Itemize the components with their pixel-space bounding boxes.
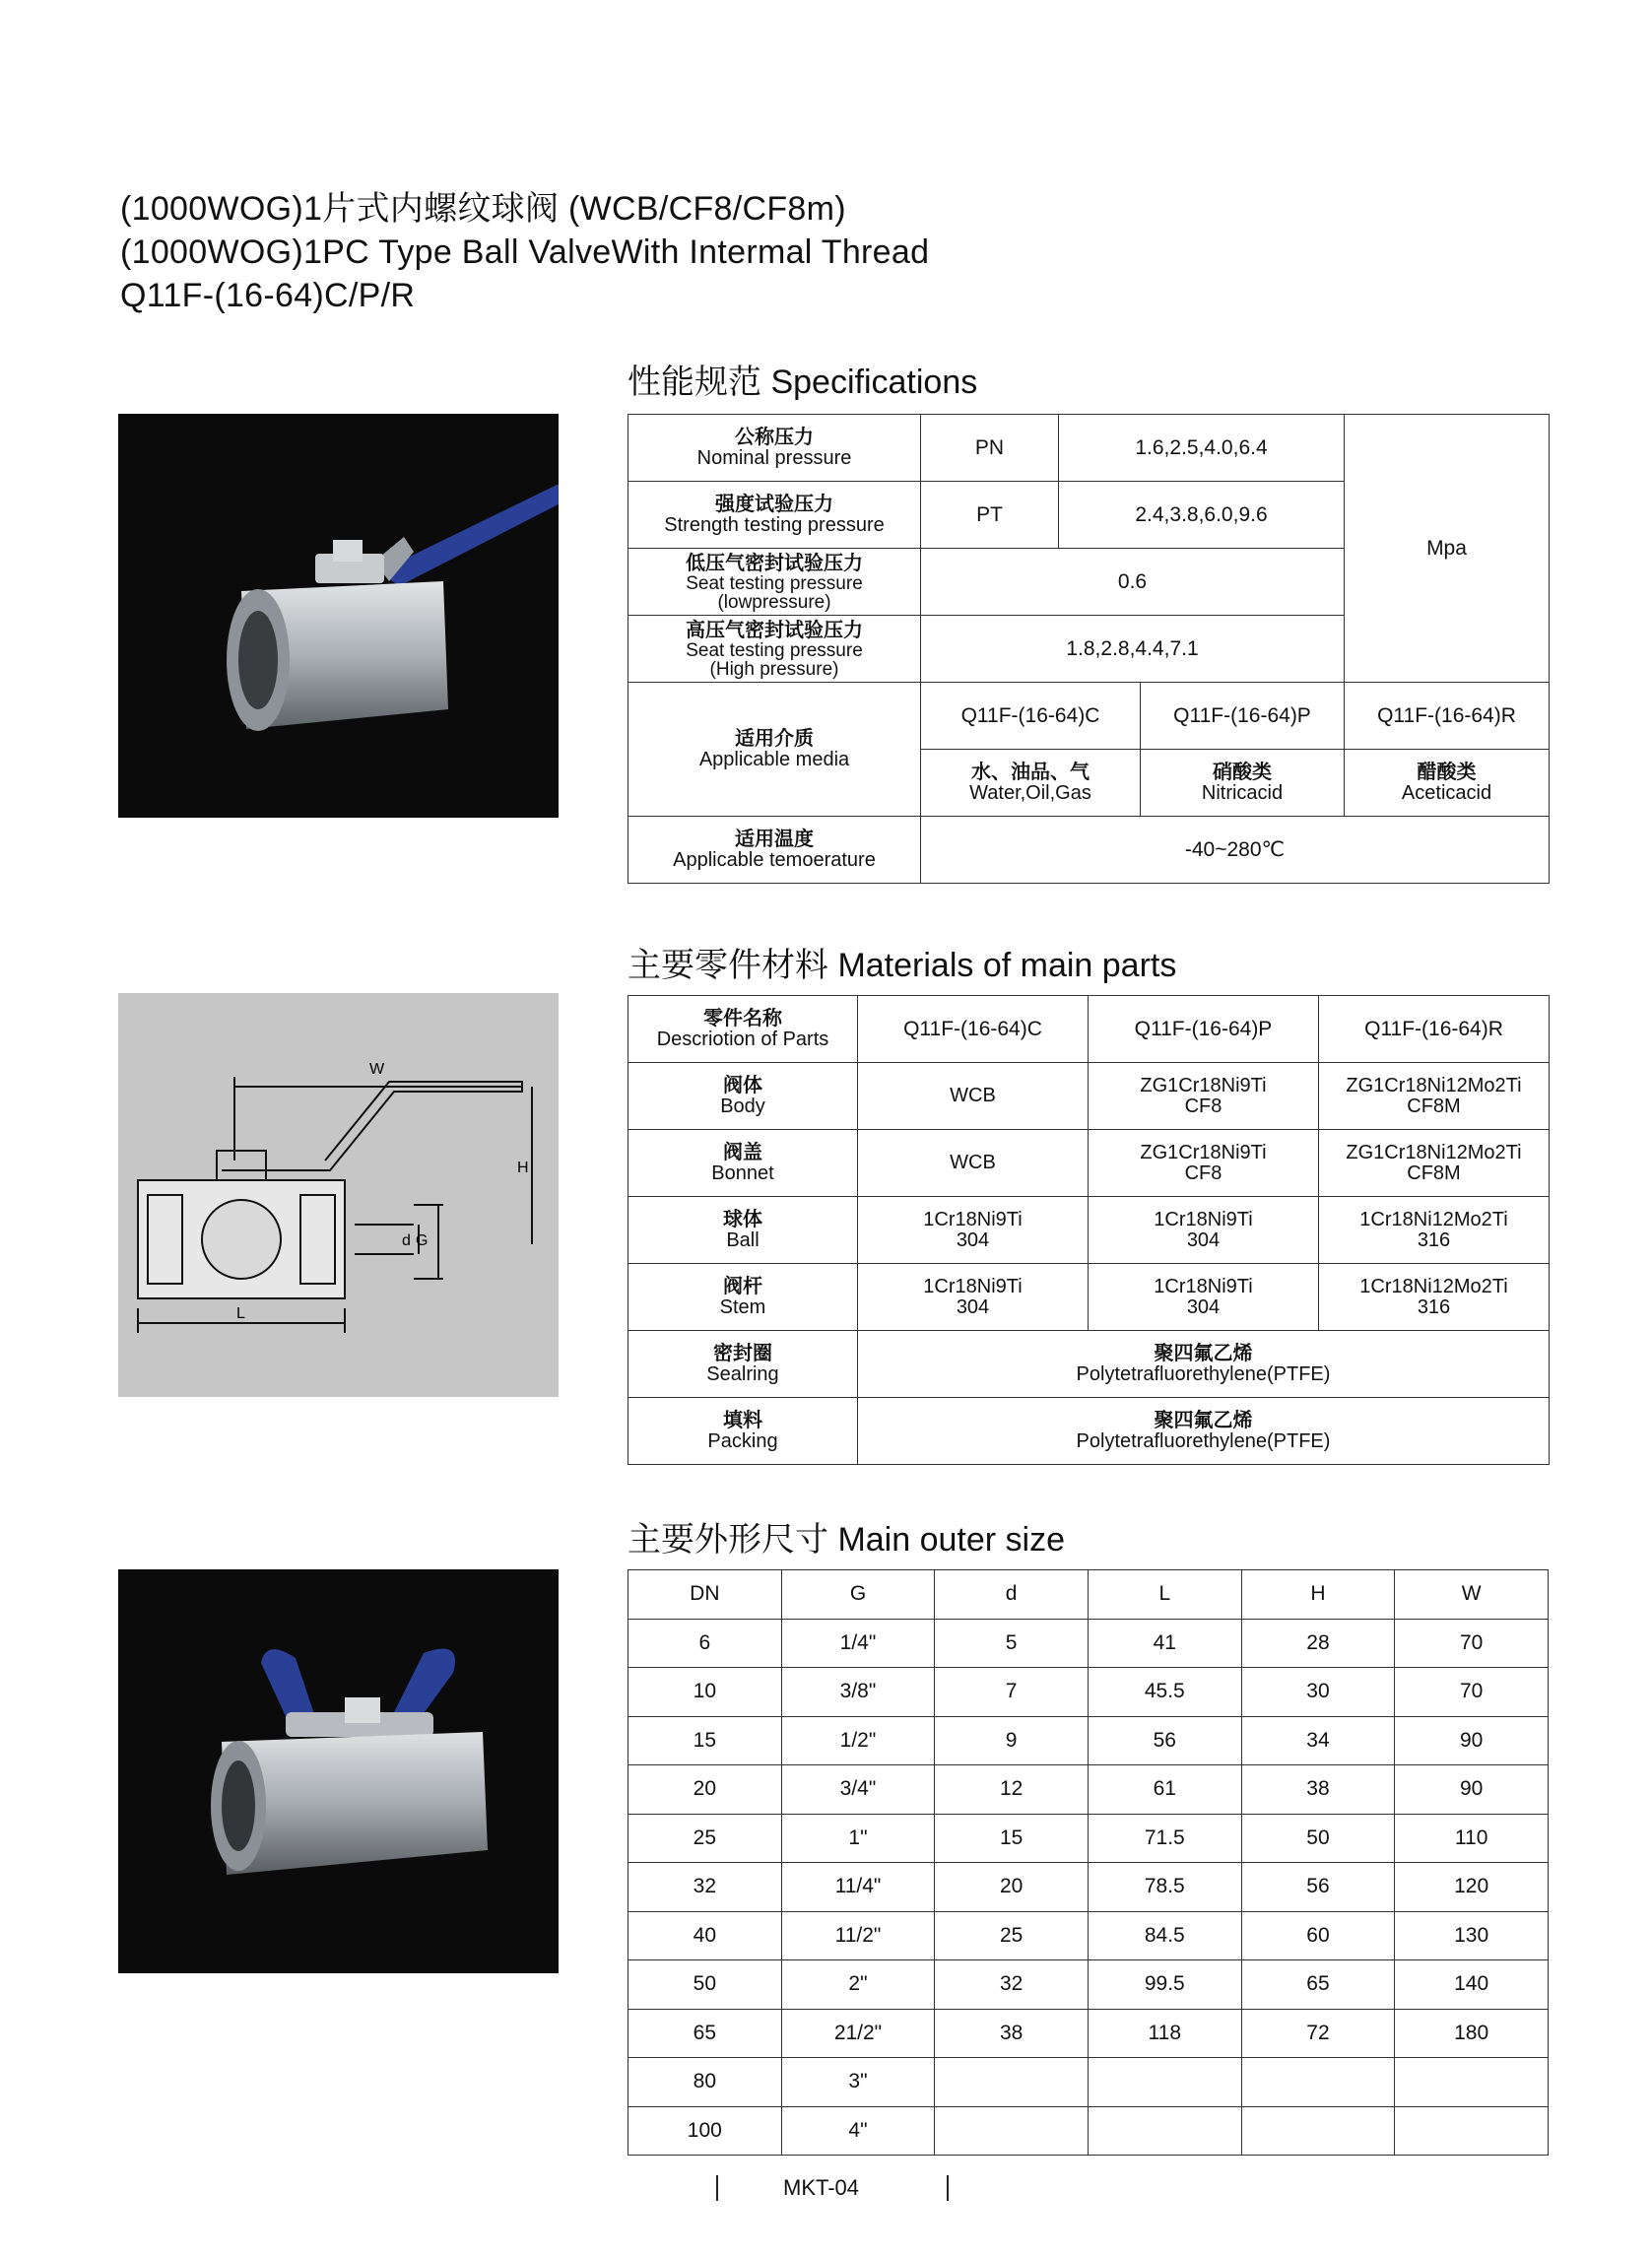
material-code: 304 — [1186, 1295, 1221, 1318]
dims-cell-d: 25 — [935, 1911, 1089, 1960]
dims-cell-l: 99.5 — [1088, 1960, 1241, 2010]
dims-cell-l — [1088, 2058, 1241, 2107]
dims-cell-g: 1/2" — [781, 1716, 935, 1765]
dims-col-header: d — [935, 1570, 1089, 1620]
nominal-zh: 公称压力 — [735, 427, 814, 448]
table-row — [628, 1911, 1549, 1960]
part-name-en: Sealring — [706, 1363, 779, 1385]
dims-cell-h: 60 — [1241, 1911, 1395, 1960]
mat-row-stem — [628, 1264, 1550, 1331]
dims-cell-w: 110 — [1395, 1814, 1549, 1863]
table-row — [628, 2058, 1549, 2107]
dims-cell-l: 56 — [1088, 1716, 1241, 1765]
footer-divider-right — [947, 2175, 949, 2201]
nominal-value: 1.6,2.5,4.0,6.4 — [1059, 415, 1345, 482]
mat-row-body — [628, 1063, 1550, 1130]
dims-cell-h — [1241, 2106, 1395, 2156]
part-name-zh: 阀杆 — [723, 1276, 762, 1297]
dims-cell-g: 4" — [781, 2106, 935, 2156]
dims-cell-l: 61 — [1088, 1765, 1241, 1815]
dims-cell-dn: 6 — [628, 1619, 782, 1668]
material-value-en: Polytetrafluorethylene(PTFE) — [1076, 1363, 1331, 1385]
material-code: CF8 — [1184, 1162, 1222, 1184]
dims-cell-d: 7 — [935, 1668, 1089, 1717]
dims-col-header: G — [781, 1570, 935, 1620]
dims-cell-l: 45.5 — [1088, 1668, 1241, 1717]
dims-cell-dn: 40 — [628, 1911, 782, 1960]
mat-row-bonnet — [628, 1130, 1550, 1197]
dims-cell-w: 90 — [1395, 1765, 1549, 1815]
dims-cell-d: 5 — [935, 1619, 1089, 1668]
part-name-en: Ball — [726, 1229, 760, 1251]
dims-cell-w: 120 — [1395, 1863, 1549, 1912]
material-value: ZG1Cr18Ni12Mo2Ti — [1346, 1074, 1522, 1096]
media-model-p: Q11F-(16-64)P — [1141, 683, 1345, 750]
mat-row-packing — [628, 1398, 1550, 1465]
dims-cell-h: 30 — [1241, 1668, 1395, 1717]
dims-cell-l — [1088, 2106, 1241, 2156]
material-code: 304 — [1186, 1228, 1221, 1251]
material-value: WCB — [950, 1085, 996, 1106]
mat-header-en: Descriotion of Parts — [656, 1029, 829, 1050]
table-row — [628, 1863, 1549, 1912]
footer-divider-left — [716, 2175, 718, 2201]
dims-header-row — [628, 1570, 1549, 1620]
dims-cell-d: 12 — [935, 1765, 1089, 1815]
material-code: 304 — [956, 1228, 990, 1251]
mat-col-p: Q11F-(16-64)P — [1089, 996, 1319, 1063]
temp-value: -40~280℃ — [921, 817, 1550, 884]
mat-col-r: Q11F-(16-64)R — [1319, 996, 1550, 1063]
table-row — [628, 1668, 1549, 1717]
part-name-en: Packing — [707, 1430, 778, 1452]
part-name-zh: 阀盖 — [723, 1142, 762, 1163]
media-zh: 适用介质 — [735, 728, 814, 750]
material-value: 1Cr18Ni9Ti — [923, 1208, 1023, 1230]
material-value: 1Cr18Ni9Ti — [923, 1275, 1023, 1297]
footer-code: MKT-04 — [783, 2175, 860, 2200]
table-row — [628, 2106, 1549, 2156]
dims-cell-g: 3" — [781, 2058, 935, 2107]
dims-cell-dn: 100 — [628, 2106, 782, 2156]
dims-cell-h: 34 — [1241, 1716, 1395, 1765]
dims-cell-g: 21/2" — [781, 2009, 935, 2058]
dims-cell-l: 78.5 — [1088, 1863, 1241, 1912]
material-value: 1Cr18Ni12Mo2Ti — [1359, 1275, 1508, 1297]
nominal-code: PN — [921, 415, 1059, 482]
dims-cell-dn: 50 — [628, 1960, 782, 2010]
dims-cell-h: 50 — [1241, 1814, 1395, 1863]
spec-heading: 性能规范 Specifications — [628, 364, 978, 401]
material-value: 1Cr18Ni9Ti — [1154, 1208, 1253, 1230]
material-value: 1Cr18Ni9Ti — [1154, 1275, 1253, 1297]
seat-low-value: 0.6 — [921, 549, 1345, 616]
dims-cell-g: 11/4" — [781, 1863, 935, 1912]
material-value-zh: 聚四氟乙烯 — [1154, 1410, 1253, 1431]
dims-col-header: W — [1395, 1570, 1549, 1620]
dims-cell-d: 32 — [935, 1960, 1089, 2010]
dims-cell-g: 3/8" — [781, 1668, 935, 1717]
dims-cell-dn: 15 — [628, 1716, 782, 1765]
part-name-en: Bonnet — [711, 1162, 774, 1184]
dims-cell-g: 1" — [781, 1814, 935, 1863]
media-model-c: Q11F-(16-64)C — [921, 683, 1141, 750]
lever-ball-valve-photo — [118, 414, 559, 818]
valve-dimension-drawing — [118, 993, 559, 1397]
dims-cell-w — [1395, 2058, 1549, 2107]
dimensions-table — [628, 1569, 1549, 2156]
material-code: 316 — [1417, 1295, 1451, 1318]
seat-high-en1: Seat testing pressure — [686, 639, 863, 661]
temp-zh: 适用温度 — [735, 829, 814, 850]
label-l: L — [236, 1305, 245, 1322]
dims-cell-l: 41 — [1088, 1619, 1241, 1668]
table-row — [628, 2009, 1549, 2058]
media-item-c-en: Water,Oil,Gas — [969, 782, 1091, 804]
dims-cell-h: 38 — [1241, 1765, 1395, 1815]
dims-cell-l: 71.5 — [1088, 1814, 1241, 1863]
dims-cell-d: 20 — [935, 1863, 1089, 1912]
seat-high-en2: (High pressure) — [709, 658, 839, 680]
label-d: d — [402, 1232, 411, 1249]
dims-cell-g: 1/4" — [781, 1619, 935, 1668]
seat-high-zh: 高压气密封试验压力 — [686, 619, 863, 641]
part-name-en: Body — [720, 1095, 765, 1117]
table-row — [628, 1619, 1549, 1668]
dims-body — [628, 1619, 1549, 2156]
dims-cell-h: 72 — [1241, 2009, 1395, 2058]
strength-en: Strength testing pressure — [664, 514, 885, 536]
media-en: Applicable media — [698, 749, 850, 770]
dims-cell-l: 118 — [1088, 2009, 1241, 2058]
mat-col-c: Q11F-(16-64)C — [858, 996, 1089, 1063]
dims-cell-dn: 80 — [628, 2058, 782, 2107]
dims-cell-h: 28 — [1241, 1619, 1395, 1668]
mat-header-zh: 零件名称 — [703, 1008, 782, 1029]
spec-row-temp — [628, 817, 1550, 884]
material-value: ZG1Cr18Ni9Ti — [1140, 1141, 1267, 1163]
seat-low-en2: (lowpressure) — [717, 591, 831, 613]
strength-code: PT — [921, 482, 1059, 549]
strength-value: 2.4,3.8,6.0,9.6 — [1059, 482, 1345, 549]
nominal-en: Nominal pressure — [696, 447, 852, 469]
dims-col-header: DN — [628, 1570, 782, 1620]
label-w: W — [369, 1061, 385, 1078]
dims-cell-d — [935, 2106, 1089, 2156]
seat-low-en1: Seat testing pressure — [686, 572, 863, 594]
materials-heading: 主要零件材料 Materials of main parts — [628, 947, 1177, 984]
title-line-2: (1000WOG)1PC Type Ball ValveWith Intermal Thread — [120, 233, 930, 271]
material-value: 1Cr18Ni12Mo2Ti — [1359, 1208, 1508, 1230]
label-g: G — [416, 1232, 429, 1249]
table-row — [628, 1814, 1549, 1863]
dims-col-header: H — [1241, 1570, 1395, 1620]
title-block — [120, 187, 929, 317]
material-value-en: Polytetrafluorethylene(PTFE) — [1076, 1430, 1331, 1452]
media-item-p-en: Nitricacid — [1201, 782, 1284, 804]
butterfly-handle-valve-photo — [118, 1569, 559, 1973]
spec-row-media-models — [628, 683, 1550, 750]
table-row — [628, 1765, 1549, 1815]
dims-cell-dn: 65 — [628, 2009, 782, 2058]
material-code: 304 — [956, 1295, 990, 1318]
media-model-r: Q11F-(16-64)R — [1345, 683, 1550, 750]
seat-low-zh: 低压气密封试验压力 — [686, 552, 863, 574]
dims-cell-h: 65 — [1241, 1960, 1395, 2010]
material-code: CF8M — [1407, 1095, 1461, 1117]
table-row — [628, 1716, 1549, 1765]
dims-cell-d: 38 — [935, 2009, 1089, 2058]
dims-cell-w: 180 — [1395, 2009, 1549, 2058]
dims-cell-g: 3/4" — [781, 1765, 935, 1815]
spec-row-nominal — [628, 415, 1550, 482]
title-line-1: (1000WOG)1片式内螺纹球阀 (WCB/CF8/CF8m) — [120, 190, 846, 228]
dims-cell-w: 140 — [1395, 1960, 1549, 2010]
material-code: CF8 — [1184, 1095, 1222, 1117]
mat-row-ball — [628, 1197, 1550, 1264]
materials-table — [628, 995, 1550, 1465]
media-item-r-zh: 醋酸类 — [1417, 762, 1477, 783]
part-name-en: Stem — [719, 1296, 766, 1318]
seat-high-value: 1.8,2.8,4.4,7.1 — [921, 616, 1345, 683]
dims-cell-g: 11/2" — [781, 1911, 935, 1960]
unit-cell: Mpa — [1345, 415, 1550, 683]
table-row — [628, 1960, 1549, 2010]
dims-cell-h: 56 — [1241, 1863, 1395, 1912]
dims-cell-dn: 32 — [628, 1863, 782, 1912]
strength-zh: 强度试验压力 — [715, 494, 833, 515]
dims-cell-dn: 25 — [628, 1814, 782, 1863]
label-h: H — [517, 1160, 529, 1176]
dims-cell-d: 9 — [935, 1716, 1089, 1765]
specifications-table — [628, 414, 1550, 884]
material-value-zh: 聚四氟乙烯 — [1154, 1343, 1253, 1364]
dims-cell-w: 90 — [1395, 1716, 1549, 1765]
dims-cell-h — [1241, 2058, 1395, 2107]
part-name-zh: 阀体 — [723, 1075, 762, 1096]
dims-cell-w: 130 — [1395, 1911, 1549, 1960]
dims-cell-w: 70 — [1395, 1668, 1549, 1717]
material-value: ZG1Cr18Ni9Ti — [1140, 1074, 1267, 1096]
dims-cell-w — [1395, 2106, 1549, 2156]
media-item-p-zh: 硝酸类 — [1213, 762, 1272, 783]
mat-header-row — [628, 996, 1550, 1063]
dims-cell-l: 84.5 — [1088, 1911, 1241, 1960]
part-name-zh: 密封圈 — [713, 1343, 772, 1364]
temp-en: Applicable temoerature — [673, 849, 876, 871]
material-value: ZG1Cr18Ni12Mo2Ti — [1346, 1141, 1522, 1163]
media-item-r-en: Aceticacid — [1401, 782, 1492, 804]
part-name-zh: 填料 — [723, 1410, 762, 1431]
material-code: 316 — [1417, 1228, 1451, 1251]
dims-cell-w: 70 — [1395, 1619, 1549, 1668]
dims-cell-g: 2" — [781, 1960, 935, 2010]
dims-heading: 主要外形尺寸 Main outer size — [628, 1521, 1065, 1559]
dims-col-header: L — [1088, 1570, 1241, 1620]
part-name-zh: 球体 — [723, 1209, 762, 1230]
dims-cell-d: 15 — [935, 1814, 1089, 1863]
dims-cell-dn: 10 — [628, 1668, 782, 1717]
dims-cell-d — [935, 2058, 1089, 2107]
material-code: CF8M — [1407, 1162, 1461, 1184]
media-item-c-zh: 水、油品、气 — [971, 762, 1090, 783]
mat-row-sealing — [628, 1331, 1550, 1398]
title-line-3: Q11F-(16-64)C/P/R — [120, 277, 416, 314]
dims-cell-dn: 20 — [628, 1765, 782, 1815]
material-value: WCB — [950, 1152, 996, 1173]
